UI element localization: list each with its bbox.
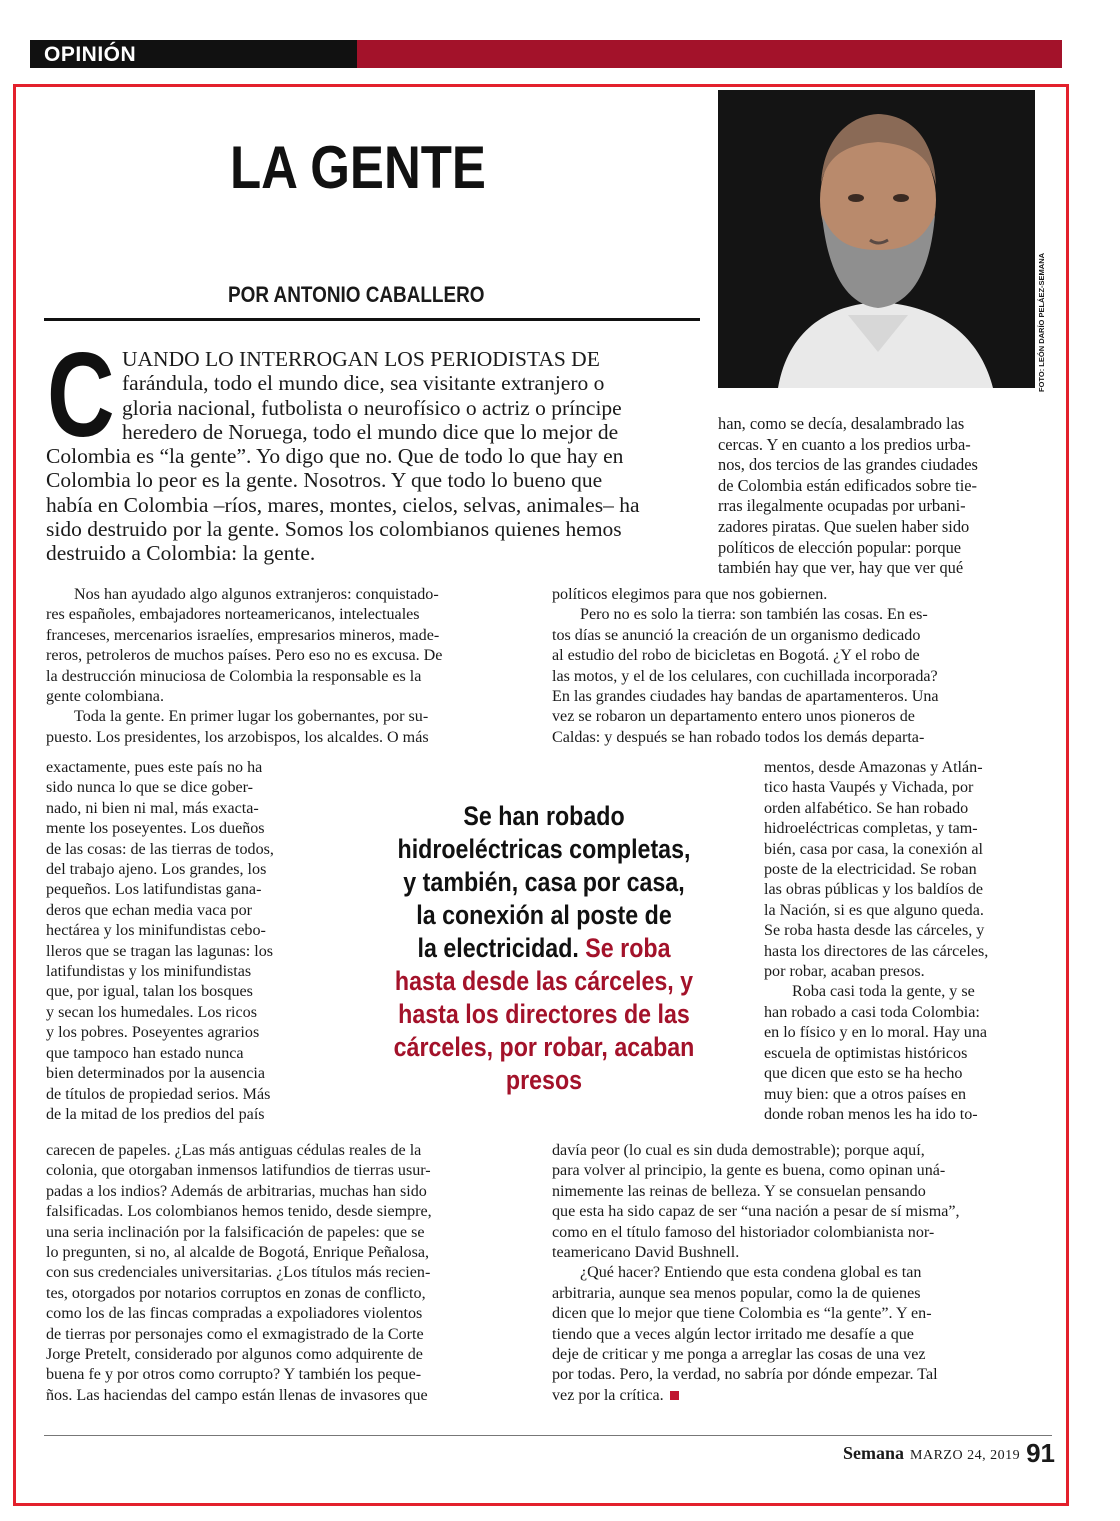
portrait-photo-icon bbox=[718, 90, 1035, 388]
text-line: deje de criticar y me ponga a arreglar las cosas de una vez bbox=[552, 1346, 926, 1364]
text-line: de la mitad de los predios del país bbox=[46, 1105, 265, 1123]
lead-line: Colombia es “la gente”. Yo digo que no. Que de todo lo que hay en bbox=[46, 444, 624, 468]
text-line: nado, ni bien ni mal, más exacta- bbox=[46, 799, 259, 817]
text-line: nimemente las reinas de belleza. Y se consuelan pensando bbox=[552, 1182, 926, 1200]
drop-cap: C bbox=[47, 328, 115, 462]
text-line: En las grandes ciudades hay bandas de apartamenteros. Una bbox=[552, 688, 939, 706]
text-line: por todas. Pero, la verdad, no sabría por dónde empezar. Tal bbox=[552, 1366, 938, 1384]
text-line: han, como se decía, desalambrado las bbox=[718, 414, 965, 433]
text-line: al estudio del robo de bicicletas en Bogotá. ¿Y el robo de bbox=[552, 647, 920, 665]
left-narrow-column bbox=[46, 758, 274, 1125]
text-line: en lo físico y en lo moral. Hay una bbox=[764, 1024, 988, 1042]
left-column-bottom bbox=[46, 1141, 432, 1406]
text-line: lo pregunten, si no, al alcalde de Bogotá, Enrique Peñalosa, bbox=[46, 1244, 430, 1262]
pull-quote-black-text: la electricidad. bbox=[417, 933, 579, 963]
text-line: rras ilegalmente ocupadas por urbani- bbox=[718, 496, 966, 516]
text-line: han robado a casi toda Colombia: bbox=[764, 1003, 980, 1021]
pull-quote-line: Se han robado bbox=[463, 801, 625, 831]
text-line bbox=[552, 1386, 960, 1406]
text-line: tes, otorgados por notarios corruptos en zonas de conflicto, bbox=[46, 1284, 426, 1302]
text-line: sido nunca lo que se dice gober- bbox=[46, 779, 254, 797]
text-line: puesto. Los presidentes, los arzobispos, los alcaldes. O más bbox=[46, 728, 429, 746]
text-line: tico hasta Vaupés y Vichada, por bbox=[764, 779, 974, 797]
text-line: una seria inclinación por la falsificación de papeles: que se bbox=[46, 1223, 425, 1241]
text-line: pequeños. Los latifundistas gana- bbox=[46, 881, 262, 899]
text-line: davía peor (lo cual es sin duda demostrable); porque aquí, bbox=[552, 1142, 925, 1159]
text-line: las obras públicas y los baldíos de bbox=[764, 881, 984, 899]
lead-line: heredero de Noruega, todo el mundo dice que lo mejor de bbox=[122, 419, 619, 444]
lead-line: UANDO LO INTERROGAN LOS PERIODISTAS DE bbox=[122, 347, 600, 371]
text-line: gente colombiana. bbox=[46, 688, 164, 706]
pull-quote-line: y también, casa por casa, bbox=[403, 867, 685, 897]
text-line: que, por igual, talan los bosques bbox=[46, 983, 253, 1001]
text-line: que esta ha sido capaz de ser “una nación a pesar de sí misma”, bbox=[552, 1203, 960, 1221]
text-line: para volver al principio, la gente es buena, como opinan uná- bbox=[552, 1162, 946, 1180]
text-line: Nos han ayudado algo algunos extranjeros: conquistado- bbox=[74, 586, 439, 603]
lead-line: había en Colombia –ríos, mares, montes, cielos, selvas, animales– ha bbox=[46, 492, 640, 517]
text-line: políticos de elección popular: porque bbox=[718, 537, 962, 557]
section-label: OPINIÓN bbox=[44, 43, 137, 66]
text-line: que tampoco han estado nunca bbox=[46, 1044, 244, 1062]
text-line: también hay que ver, hay que ver qué bbox=[718, 558, 964, 578]
pull-quote-line: hidroeléctricas completas, bbox=[397, 834, 691, 864]
left-column-top bbox=[46, 585, 442, 748]
issue-date: MARZO 24, 2019 bbox=[910, 1448, 1021, 1463]
text-line: bien determinados por la ausencia bbox=[46, 1065, 265, 1083]
text-line: de Colombia están edificados sobre tie- bbox=[718, 475, 977, 495]
text-line: arbitraria, aunque sea menos popular, como la de quienes bbox=[552, 1284, 921, 1302]
text-line: exactamente, pues este país no ha bbox=[46, 759, 263, 776]
pull-quote-line bbox=[377, 932, 711, 965]
text-line: Se roba hasta desde las cárceles, y bbox=[764, 922, 985, 940]
pull-quote-line: la conexión al poste de bbox=[416, 900, 672, 930]
text-line: políticos elegimos para que nos gobiernen. bbox=[552, 586, 828, 603]
text-line: padas a los indios? Además de arbitrarias, muchas han sido bbox=[46, 1182, 427, 1200]
text-line: Caldas: y después se han robado todos los demás departa- bbox=[552, 728, 925, 746]
pull-quote-line: hasta desde las cárceles, y bbox=[394, 966, 694, 996]
page-footer bbox=[843, 1438, 1055, 1469]
page-number: 91 bbox=[1026, 1438, 1055, 1468]
magazine-name: Semana bbox=[843, 1443, 905, 1463]
text-line: mentos, desde Amazonas y Atlán- bbox=[764, 759, 983, 776]
photo-credit: FOTO: LEÓN DARÍO PELÁEZ-SEMANA bbox=[1037, 252, 1046, 392]
text-line: como en el título famoso del historiador colombianista nor- bbox=[552, 1223, 935, 1241]
text-line: poste de la electricidad. Se roban bbox=[764, 861, 977, 879]
right-narrow-column bbox=[764, 758, 988, 1125]
text-line: dicen que lo mejor que tiene Colombia es “la gente”. Y en- bbox=[552, 1305, 932, 1323]
text-line: res españoles, embajadores norteamericanos, intelectuales bbox=[46, 606, 420, 624]
lead-line: farándula, todo el mundo dice, sea visitante extranjero o bbox=[122, 371, 605, 396]
article-byline: POR ANTONIO CABALLERO bbox=[228, 282, 485, 307]
right-top-column bbox=[718, 414, 978, 579]
text-line: latifundistas y los minifundistas bbox=[46, 963, 252, 981]
text-line: la Nación, si es que alguno queda. bbox=[764, 901, 984, 919]
text-line: reros, petroleros de muchos países. Pero eso no es excusa. De bbox=[46, 647, 443, 665]
lead-line: gloria nacional, futbolista o neurofísico o actriz o príncipe bbox=[122, 395, 622, 420]
text-line: tos días se anunció la creación de un organismo dedicado bbox=[552, 626, 921, 644]
lead-paragraph bbox=[46, 444, 640, 565]
author-photo bbox=[718, 90, 1035, 388]
text-line: con sus credenciales universitarias. ¿Los títulos más recien- bbox=[46, 1264, 431, 1282]
lead-line: sido destruido por la gente. Somos los colombianos quienes hemos bbox=[46, 516, 622, 541]
text-line: ños. Las haciendas del campo están llenas de invasores que bbox=[46, 1386, 428, 1404]
section-bar-accent bbox=[357, 40, 1062, 68]
text-line: Toda la gente. En primer lugar los gobernantes, por su- bbox=[74, 708, 429, 726]
text-line: bién, casa por casa, la conexión al bbox=[764, 840, 983, 858]
right-column-bottom bbox=[552, 1141, 960, 1406]
text-line: teamericano David Bushnell. bbox=[552, 1244, 740, 1262]
text-line: falsificadas. Los colombianos hemos tenido, desde siempre, bbox=[46, 1203, 432, 1221]
pull-quote-line: hasta los directores de las bbox=[398, 999, 690, 1029]
text-line: como los de las fincas compradas a expoliadores violentos bbox=[46, 1305, 423, 1323]
text-line: colonia, que otorgaban inmensos latifundios de tierras usur- bbox=[46, 1162, 431, 1180]
text-line: zadores piratas. Que suelen haber sido bbox=[718, 516, 970, 536]
text-line: nos, dos tercios de las grandes ciudades bbox=[718, 455, 978, 475]
text-line: hectárea y los minifundistas cebo- bbox=[46, 922, 266, 940]
text-line: por robar, acaban presos. bbox=[764, 963, 925, 981]
section-bar bbox=[30, 40, 1062, 68]
article-title: LA GENTE bbox=[230, 134, 486, 201]
text-line: mente los poseyentes. Los dueños bbox=[46, 820, 265, 838]
lead-paragraph-indented bbox=[122, 347, 622, 444]
text-line: franceses, mercenarios israelíes, empresarios mineros, made- bbox=[46, 626, 440, 644]
pull-quote bbox=[377, 800, 711, 1097]
text-line: escuela de optimistas históricos bbox=[764, 1044, 968, 1062]
text-line: de títulos de propiedad serios. Más bbox=[46, 1085, 271, 1103]
photo-credit-wrap bbox=[1037, 252, 1049, 542]
text-line: lleros que se tragan las lagunas: los bbox=[46, 942, 274, 960]
right-column-top bbox=[552, 585, 939, 748]
text-line-end: vez por la crítica. bbox=[552, 1386, 664, 1404]
text-line: donde roban menos les ha ido to- bbox=[764, 1105, 978, 1123]
text-line: y los pobres. Poseyentes agrarios bbox=[46, 1024, 260, 1042]
text-line: de tierras por personajes como el exmagistrado de la Corte bbox=[46, 1325, 424, 1343]
text-line: ¿Qué hacer? Entiendo que esta condena global es tan bbox=[580, 1264, 922, 1282]
text-line: carecen de papeles. ¿Las más antiguas cédulas reales de la bbox=[46, 1142, 422, 1159]
text-line: Roba casi toda la gente, y se bbox=[792, 983, 975, 1001]
text-line: del trabajo ajeno. Los grandes, los bbox=[46, 861, 267, 879]
text-line: hidroeléctricas completas, y tam- bbox=[764, 820, 978, 838]
text-line: la destrucción minuciosa de Colombia la responsable es la bbox=[46, 667, 422, 685]
text-line: buena fe y por otros como corrupto? Y también los peque- bbox=[46, 1366, 422, 1384]
text-line: Pero no es solo la tierra: son también las cosas. En es- bbox=[580, 606, 928, 624]
pull-quote-red-text: Se roba bbox=[585, 933, 671, 963]
footer-rule bbox=[44, 1435, 1052, 1436]
pull-quote-line: cárceles, por robar, acaban bbox=[393, 1032, 695, 1062]
text-line: deros que echan media vaca por bbox=[46, 901, 252, 919]
text-line: que dicen que esto se ha hecho bbox=[764, 1065, 963, 1083]
lead-line: Colombia lo peor es la gente. Nosotros. Y que todo lo bueno que bbox=[46, 468, 603, 493]
text-line: hasta los directores de las cárceles, bbox=[764, 942, 989, 960]
text-line: las motos, y el de los celulares, con cuchillada incorporada? bbox=[552, 667, 938, 685]
text-line: de las cosas: de las tierras de todos, bbox=[46, 840, 274, 858]
text-line: cercas. Y en cuanto a los predios urba- bbox=[718, 434, 971, 454]
text-line: y secan los humedales. Los ricos bbox=[46, 1003, 257, 1021]
end-square-icon bbox=[670, 1391, 679, 1400]
text-line: vez se robaron un departamento entero unos pioneros de bbox=[552, 708, 915, 726]
text-line: tiendo que a veces algún lector irritado me desafíe a que bbox=[552, 1325, 914, 1343]
text-line: Jorge Pretelt, considerado por algunos como adquirente de bbox=[46, 1346, 423, 1364]
pull-quote-line: presos bbox=[505, 1065, 583, 1095]
text-line: muy bien: que a otros países en bbox=[764, 1085, 967, 1103]
text-line: orden alfabético. Se han robado bbox=[764, 799, 969, 817]
title-rule bbox=[44, 318, 700, 321]
lead-line: destruido a Colombia: la gente. bbox=[46, 541, 316, 566]
